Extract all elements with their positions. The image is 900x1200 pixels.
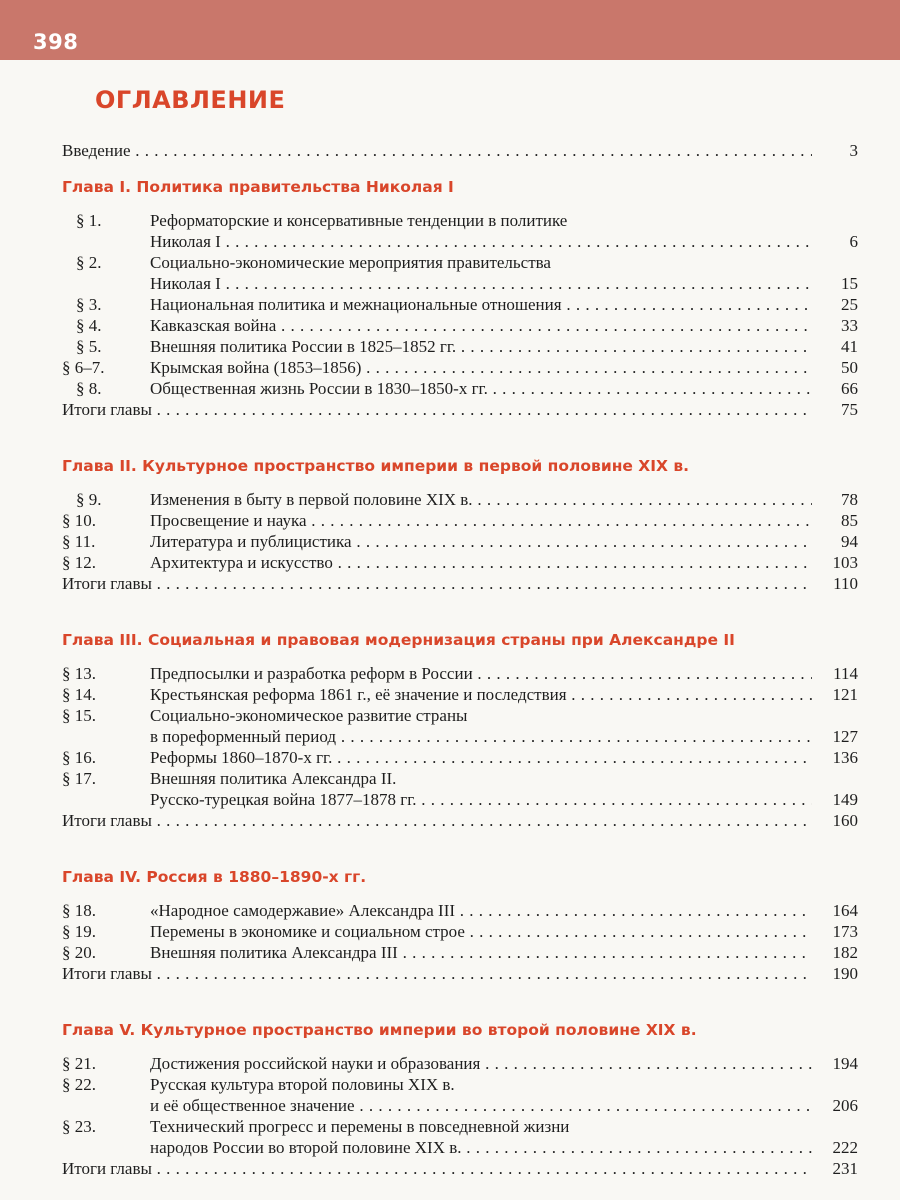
chapter-summary[interactable] <box>62 1158 862 1179</box>
spacer <box>62 831 862 851</box>
section-number: § 17. <box>62 769 96 788</box>
toc-entry-title: Изменения в быту в первой половине XIX в. . . . <box>150 489 812 510</box>
toc-entry-line[interactable] <box>62 1116 862 1137</box>
spacer <box>62 851 862 865</box>
summary-title: Итоги главы . . . <box>62 399 812 420</box>
spacer <box>62 594 862 614</box>
toc-entry-page: 41 <box>841 337 858 356</box>
toc-entry-line[interactable] <box>62 1095 862 1116</box>
toc-entry-title: Предпосылки и разработка реформ в России . . . <box>150 663 812 684</box>
toc-entry-line[interactable] <box>62 210 862 231</box>
toc-entry-title: Общественная жизнь России в 1830–1850-х гг. . . . <box>150 378 812 399</box>
toc-entry-page: 127 <box>832 727 858 746</box>
spacer <box>62 614 862 628</box>
toc-entry-line[interactable] <box>62 726 862 747</box>
toc-entry-title: Внешняя политика Александра III . . . <box>150 942 812 963</box>
summary-page: 75 <box>841 400 858 419</box>
toc-entry-line[interactable] <box>62 336 862 357</box>
section-number: § 2. <box>76 253 102 272</box>
page-number: 398 <box>33 30 79 54</box>
toc-entry-page: 6 <box>849 232 858 251</box>
toc-entry-page: 173 <box>832 922 858 941</box>
section-number: § 14. <box>62 685 96 704</box>
toc-entry-title: Достижения российской науки и образования . . . <box>150 1053 812 1074</box>
section-number: § 9. <box>76 490 102 509</box>
toc-entry-line[interactable] <box>62 1074 862 1095</box>
toc-entry-page: 3 <box>849 141 858 160</box>
spacer <box>62 440 862 454</box>
summary-title: Итоги главы . . . <box>62 1158 812 1179</box>
toc-entry-line[interactable] <box>62 900 862 921</box>
toc-entry-line[interactable] <box>62 510 862 531</box>
chapter-heading[interactable]: Глава I. Политика правительства Николая I <box>62 178 454 196</box>
toc-entry-line[interactable] <box>62 705 862 726</box>
toc-entry-line[interactable] <box>62 747 862 768</box>
summary-page: 231 <box>832 1159 858 1178</box>
summary-page: 110 <box>833 574 858 593</box>
toc-entry-line[interactable] <box>62 531 862 552</box>
toc-entry-title: в пореформенный период . . . <box>150 726 812 747</box>
section-number: § 5. <box>76 337 102 356</box>
toc-entry-page: 121 <box>832 685 858 704</box>
section-number: § 8. <box>76 379 102 398</box>
section-number: § 21. <box>62 1054 96 1073</box>
chapter-summary[interactable] <box>62 573 862 594</box>
toc-entry-title: Крымская война (1853–1856) . . . <box>150 357 812 378</box>
toc-entry-title: Архитектура и искусство . . . <box>150 552 812 573</box>
toc-intro-entry[interactable] <box>62 140 862 161</box>
toc-entry-title: Литература и публицистика . . . <box>150 531 812 552</box>
section-number: § 1. <box>76 211 102 230</box>
toc-entry-page: 33 <box>841 316 858 335</box>
toc-entry-title: Русско-турецкая война 1877–1878 гг. . . . <box>150 789 812 810</box>
toc-entry-title: Реформаторские и консервативные тенденции в политике <box>150 211 568 230</box>
toc-entry-line[interactable] <box>62 942 862 963</box>
spacer <box>62 161 862 175</box>
toc-entry-title: Русская культура второй половины XIX в. <box>150 1075 455 1094</box>
section-number: § 3. <box>76 295 102 314</box>
toc-entry-title: Просвещение и наука . . . <box>150 510 812 531</box>
section-number: § 11. <box>62 532 96 551</box>
toc-entry-line[interactable] <box>62 378 862 399</box>
toc-entry-page: 85 <box>841 511 858 530</box>
spacer <box>62 199 862 210</box>
toc-entry-page: 66 <box>841 379 858 398</box>
toc-entry-title: Кавказская война . . . <box>150 315 812 336</box>
toc-entry-line[interactable] <box>62 552 862 573</box>
toc-entry-line[interactable] <box>62 789 862 810</box>
section-number: § 22. <box>62 1075 96 1094</box>
toc-entry-title: Внешняя политика России в 1825–1852 гг. . . . <box>150 336 812 357</box>
section-number: § 16. <box>62 748 96 767</box>
section-number: § 15. <box>62 706 96 725</box>
toc-entry-page: 25 <box>841 295 858 314</box>
section-number: § 6–7. <box>62 358 105 377</box>
section-number: § 18. <box>62 901 96 920</box>
spacer <box>62 478 862 489</box>
toc-entry-line[interactable] <box>62 921 862 942</box>
toc-entry-page: 94 <box>841 532 858 551</box>
toc-entry-title: Национальная политика и межнациональные отношения . . . <box>150 294 812 315</box>
toc-entry-title: Введение . . . <box>62 140 812 161</box>
toc-entry-line[interactable] <box>62 252 862 273</box>
toc-entry-page: 194 <box>832 1054 858 1073</box>
toc-entry-page: 114 <box>833 664 858 683</box>
toc-entry-page: 164 <box>832 901 858 920</box>
toc-entry-line[interactable] <box>62 1053 862 1074</box>
toc-entry-title: и её общественное значение . . . <box>150 1095 812 1116</box>
toc-entry-title: Николая I . . . <box>150 273 812 294</box>
toc-entry-line[interactable] <box>62 684 862 705</box>
toc-entry-line[interactable] <box>62 489 862 510</box>
section-number: § 12. <box>62 553 96 572</box>
section-number: § 23. <box>62 1117 96 1136</box>
toc-entry-line[interactable] <box>62 294 862 315</box>
spacer <box>62 1179 862 1199</box>
chapter-heading[interactable]: Глава IV. Россия в 1880–1890-х гг. <box>62 868 367 886</box>
spacer <box>62 984 862 1004</box>
chapter-heading[interactable]: Глава II. Культурное пространство империи в первой половине XIX в. <box>62 457 690 475</box>
toc-entry-line[interactable] <box>62 663 862 684</box>
chapter-heading[interactable]: Глава V. Культурное пространство империи во второй половине XIX в. <box>62 1021 697 1039</box>
section-number: § 4. <box>76 316 102 335</box>
section-number: § 13. <box>62 664 96 683</box>
toc-entry-line[interactable] <box>62 315 862 336</box>
toc-entry-title: Технический прогресс и перемены в повседневной жизни <box>150 1117 570 1136</box>
toc-entry-page: 149 <box>832 790 858 809</box>
toc-entry-title: «Народное самодержавие» Александра III . . . <box>150 900 812 921</box>
chapter-summary[interactable] <box>62 810 862 831</box>
toc-entry-page: 103 <box>832 553 858 572</box>
toc-entry-title: Социально-экономические мероприятия правительства <box>150 253 551 272</box>
toc-title: ОГЛАВЛЕНИЕ <box>95 86 286 114</box>
table-of-contents <box>62 140 862 1199</box>
section-number: § 19. <box>62 922 96 941</box>
toc-entry-line[interactable] <box>62 1137 862 1158</box>
spacer <box>62 1004 862 1018</box>
chapter-heading[interactable]: Глава III. Социальная и правовая модернизация страны при Александре II <box>62 631 735 649</box>
toc-entry-title: Внешняя политика Александра II. <box>150 769 397 788</box>
toc-entry-line[interactable] <box>62 768 862 789</box>
toc-entry-page: 136 <box>832 748 858 767</box>
toc-entry-page: 50 <box>841 358 858 377</box>
spacer <box>62 1042 862 1053</box>
section-number: § 10. <box>62 511 96 530</box>
summary-page: 160 <box>832 811 858 830</box>
summary-page: 190 <box>832 964 858 983</box>
summary-title: Итоги главы . . . <box>62 963 812 984</box>
chapter-summary[interactable] <box>62 399 862 420</box>
spacer <box>62 652 862 663</box>
toc-entry-line[interactable] <box>62 273 862 294</box>
toc-entry-line[interactable] <box>62 357 862 378</box>
toc-entry-line[interactable] <box>62 231 862 252</box>
toc-entry-title: Перемены в экономике и социальном строе . . . <box>150 921 812 942</box>
toc-entry-page: 78 <box>841 490 858 509</box>
summary-title: Итоги главы . . . <box>62 810 812 831</box>
summary-title: Итоги главы . . . <box>62 573 812 594</box>
toc-entry-page: 15 <box>841 274 858 293</box>
toc-entry-title: Крестьянская реформа 1861 г., её значение и последствия . . . <box>150 684 812 705</box>
spacer <box>62 889 862 900</box>
toc-entry-page: 182 <box>832 943 858 962</box>
toc-entry-page: 206 <box>832 1096 858 1115</box>
page-header-bar <box>0 0 900 60</box>
toc-entry-title: Николая I . . . <box>150 231 812 252</box>
toc-entry-title: народов России во второй половине XIX в. . . . <box>150 1137 812 1158</box>
toc-entry-page: 222 <box>832 1138 858 1157</box>
toc-entry-title: Реформы 1860–1870-х гг. . . . <box>150 747 812 768</box>
chapter-summary[interactable] <box>62 963 862 984</box>
spacer <box>62 420 862 440</box>
section-number: § 20. <box>62 943 96 962</box>
toc-entry-title: Социально-экономическое развитие страны <box>150 706 468 725</box>
